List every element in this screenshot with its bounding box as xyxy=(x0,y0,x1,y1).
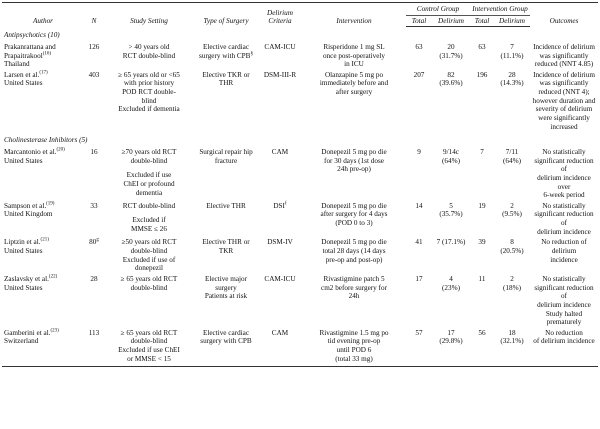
n-value: 126 xyxy=(88,42,100,51)
cell-line: 9/14c xyxy=(443,147,459,156)
cell-line: Incidence of delirium xyxy=(533,42,595,51)
criteria-cell xyxy=(258,274,302,328)
cell-line: blind xyxy=(141,96,157,105)
cell-line: (35.7%) xyxy=(439,210,463,219)
cell-line: (64%) xyxy=(442,156,460,165)
header-row-1 xyxy=(2,3,598,16)
cell-line: prematurely xyxy=(546,318,582,327)
cell-line: Donepezil 5 mg po die xyxy=(321,147,387,156)
col-outcomes: Outcomes xyxy=(530,3,598,27)
intervention-total-cell: 11 xyxy=(478,274,486,283)
cell-line: Donepezil 5 mg po die xyxy=(321,238,387,247)
surgery-line: Elective cardiac xyxy=(202,42,250,51)
cell-line: ≥ 65 years old RCT xyxy=(120,274,178,283)
criteria-cell xyxy=(258,201,302,238)
cell-line: in ICU xyxy=(344,60,364,69)
cell-line: 6-week period xyxy=(543,191,585,200)
cell-line: RCT double-blind xyxy=(122,51,176,60)
control-total-cell: 17 xyxy=(415,274,423,283)
cell-line: tid evening pre-op xyxy=(327,337,381,346)
setting-cell xyxy=(104,237,194,274)
cell-line: immediately before and xyxy=(319,79,389,88)
author-line: United States xyxy=(4,283,43,292)
cell-line: increased xyxy=(550,122,578,131)
control-delirium-cell xyxy=(432,274,470,328)
control-total-cell: 57 xyxy=(406,328,432,367)
section-row xyxy=(2,132,598,147)
cell-line: with prior history xyxy=(123,79,175,88)
setting-cell xyxy=(104,147,194,201)
cell-line: after surgery for 4 days xyxy=(320,210,388,219)
cell-line: No statistically xyxy=(542,274,586,283)
criteria-cell xyxy=(258,42,302,70)
cell-line: once post-operatively xyxy=(322,51,386,60)
setting-cell xyxy=(104,274,194,328)
control-delirium-cell xyxy=(432,328,470,367)
criteria-label-2: Criteria xyxy=(268,17,292,26)
n-cell xyxy=(84,237,104,274)
cell-line: ≥50 years old RCT xyxy=(121,238,177,247)
criteria-value: CAM xyxy=(271,328,289,337)
cell-line: 24h pre-op) xyxy=(337,165,371,174)
intervention-delirium-cell xyxy=(494,147,530,201)
col-control-delirium: Delirium xyxy=(432,15,470,27)
cell-line: Excluded if xyxy=(132,216,166,225)
surgery-cell xyxy=(194,42,258,70)
surgery-line: Surgical repair hip xyxy=(199,147,253,156)
superscript-ref: (23) xyxy=(50,328,59,334)
superscript-ref: (19) xyxy=(46,201,55,207)
criteria-cell xyxy=(258,328,302,367)
section-title: Cholinesterase Inhibitors (5) xyxy=(4,136,88,145)
intervention-cell xyxy=(302,147,406,201)
outcomes-cell xyxy=(530,328,598,367)
control-delirium-cell xyxy=(432,147,470,201)
author-line: Gamberini et al.$^{(23)}$ xyxy=(4,328,59,337)
n-value: 80 xyxy=(89,238,97,247)
criteria-label-1: Delirium xyxy=(267,8,293,17)
outcomes-cell xyxy=(530,201,598,238)
intervention-cell xyxy=(302,237,406,274)
author-line: United States xyxy=(4,247,43,256)
cell-line: dementia xyxy=(135,188,163,197)
cell-line: ≥70 years old RCT xyxy=(121,147,177,156)
surgery-cell xyxy=(194,237,258,274)
col-setting: Study Setting xyxy=(104,3,194,27)
col-intervention-delirium: Delirium xyxy=(494,15,530,27)
author-cell xyxy=(2,42,84,70)
author-cell xyxy=(2,201,84,238)
cell-line: (23%) xyxy=(442,283,460,292)
control-total-cell: 9 xyxy=(417,147,421,156)
surgery-line: Elective THR xyxy=(206,201,246,210)
cell-line: (9.5%) xyxy=(502,210,522,219)
col-criteria xyxy=(258,3,302,27)
cell-line: POD RCT double- xyxy=(122,88,176,97)
surgery-line: surgery with CPB xyxy=(200,337,252,346)
surgery-cell xyxy=(194,201,258,238)
cell-line: 24h xyxy=(348,292,360,301)
outcomes-cell xyxy=(530,237,598,274)
cell-line: RCT double-blind xyxy=(122,201,176,210)
cell-line: 20 xyxy=(447,42,455,51)
cell-line: significant reduction of xyxy=(534,156,594,174)
intervention-delirium-cell xyxy=(494,328,530,367)
surgery-line: Elective THR or xyxy=(202,238,250,247)
surgery-cell xyxy=(194,328,258,367)
cell-line: was significantly xyxy=(539,79,589,88)
cell-line: 18 xyxy=(508,328,516,337)
outcomes-cell xyxy=(530,70,598,132)
intervention-cell xyxy=(302,42,406,70)
intervention-cell xyxy=(302,328,406,367)
criteria-value: DSM-III-R xyxy=(263,70,297,79)
superscript-ref: g xyxy=(96,237,99,243)
table-row xyxy=(2,237,598,274)
cell-line: Rivastigmine patch 5 xyxy=(323,274,385,283)
cell-line: (18%) xyxy=(503,283,521,292)
table-row xyxy=(2,42,598,70)
cell-line: cm2 before surgery for xyxy=(321,283,387,292)
intervention-delirium-cell xyxy=(494,237,530,274)
cell-line: Excluded if use xyxy=(126,171,172,180)
author-line: Prakanrattana and xyxy=(4,42,56,51)
col-control-group: Control Group xyxy=(406,3,470,16)
intervention-cell xyxy=(302,274,406,328)
cell-line: Excluded if use of xyxy=(122,255,176,264)
criteria-value: DSI xyxy=(273,201,285,210)
author-line: Switzerland xyxy=(4,337,39,346)
cell-line: 7 (17.1%) xyxy=(436,238,466,247)
section-row xyxy=(2,27,598,42)
author-line: Liptzin et al.$^{(21)}$ xyxy=(4,237,49,247)
section-title: Antipsychotics (10) xyxy=(4,31,60,40)
cell-line: severity of delirium xyxy=(535,105,593,114)
superscript-ref: (21) xyxy=(40,237,49,243)
setting-cell xyxy=(104,70,194,132)
cell-line: delirium incidence over xyxy=(537,173,591,191)
surgery-cell xyxy=(194,70,258,132)
intervention-delirium-cell xyxy=(494,70,530,132)
intervention-total-cell: 39 xyxy=(478,238,486,247)
cell-line: ≥ 65 years old RCT xyxy=(120,328,178,337)
cell-line: Excluded if dementia xyxy=(118,105,180,114)
cell-line: donepezil xyxy=(135,264,163,273)
n-cell xyxy=(84,147,104,201)
criteria-cell xyxy=(258,237,302,274)
author-cell xyxy=(2,147,84,201)
surgery-line: TKR xyxy=(218,247,234,256)
author-cell xyxy=(2,70,84,132)
table-row xyxy=(2,70,598,132)
cell-line: of delirium incidence xyxy=(533,337,595,346)
author-line: United Kingdom xyxy=(4,210,53,219)
superscript-ref: (22) xyxy=(48,274,58,280)
cell-line: double-blind xyxy=(130,283,168,292)
cell-line: > 40 years old xyxy=(128,42,170,51)
cell-line: or MMSE < 15 xyxy=(127,354,171,363)
outcomes-cell xyxy=(530,274,598,328)
cell-line: reduced (NNT 4); xyxy=(538,88,590,97)
col-n: N xyxy=(84,3,104,27)
setting-cell xyxy=(104,201,194,238)
cell-line: (POD 0 to 3) xyxy=(335,219,373,228)
cell-line: (31.7%) xyxy=(439,51,463,60)
intervention-delirium-cell xyxy=(494,201,530,238)
col-intervention-total: Total xyxy=(470,15,494,27)
cell-line: was significantly xyxy=(539,51,589,60)
cell-line: 8 xyxy=(510,238,514,247)
cell-line: 5 xyxy=(449,201,453,210)
cell-line: 28 xyxy=(508,70,516,79)
table-row xyxy=(2,328,598,367)
col-intervention-group: Intervention Group xyxy=(470,3,530,16)
intervention-total-cell: 56 xyxy=(470,328,494,367)
criteria-cell xyxy=(258,147,302,201)
control-total-cell: 63 xyxy=(415,42,423,51)
cell-line: Rivastigmine 1.5 mg po xyxy=(319,328,389,337)
criteria-cell xyxy=(258,70,302,132)
cell-line: Study halted xyxy=(545,309,583,318)
intervention-delirium-cell xyxy=(494,274,530,328)
cell-line: significant reduction of xyxy=(534,210,594,228)
cell-line: ChEI or profound xyxy=(123,179,175,188)
table-row xyxy=(2,147,598,201)
cell-line: double-blind xyxy=(130,247,168,256)
control-total-cell: 207 xyxy=(413,70,425,79)
outcomes-cell xyxy=(530,42,598,70)
author-cell xyxy=(2,274,84,328)
n-value: 28 xyxy=(90,274,98,283)
cell-line: significant reduction of xyxy=(534,283,594,301)
n-cell xyxy=(84,70,104,132)
n-cell xyxy=(84,42,104,70)
cell-line: Risperidone 1 mg SL xyxy=(323,42,385,51)
surgery-cell xyxy=(194,274,258,328)
cell-line: until POD 6 xyxy=(336,346,372,355)
control-delirium-cell xyxy=(432,70,470,132)
intervention-total-cell: 196 xyxy=(476,70,488,79)
author-line: Larsen et al.$^{(17)}$ xyxy=(4,70,48,79)
surgery-line: surgery with CPB§ xyxy=(199,51,253,60)
surgery-line: fracture xyxy=(214,156,238,165)
intervention-cell xyxy=(302,201,406,238)
n-value: 16 xyxy=(90,147,98,156)
author-line: Zaslavsky et al.$^{(22)}$ xyxy=(4,274,58,283)
table-row xyxy=(2,201,598,238)
cell-line: MMSE ≤ 26 xyxy=(131,225,167,234)
cell-line: pre-op and post-op) xyxy=(325,255,383,264)
intervention-delirium-cell xyxy=(494,42,530,70)
control-total-cell: 14 xyxy=(415,201,423,210)
cell-line: No reduction of delirium xyxy=(541,238,587,256)
intervention-total-cell: 63 xyxy=(478,42,486,51)
cell-line: No reduction xyxy=(545,328,583,337)
cell-line: after surgery xyxy=(335,88,373,97)
cell-line: however duration and xyxy=(532,96,596,105)
cell-line: (64%) xyxy=(503,156,521,165)
superscript-ref: (17) xyxy=(39,70,48,76)
surgery-line: Elective TKR or xyxy=(202,70,250,79)
col-control-total: Total xyxy=(406,15,432,27)
cell-line: No statistically xyxy=(542,201,586,210)
intervention-cell xyxy=(302,70,406,132)
cell-line: double-blind xyxy=(130,337,168,346)
surgery-cell xyxy=(194,147,258,201)
intervention-total-cell: 7 xyxy=(480,147,484,156)
author-line: Sampson et al.$^{(19)}$ xyxy=(4,201,55,210)
cell-line: for 30 days (1st dose xyxy=(324,156,384,165)
n-value: 403 xyxy=(88,70,100,79)
cell-line: 17 xyxy=(447,328,455,337)
n-cell xyxy=(84,328,104,367)
criteria-value: CAM-ICU xyxy=(264,274,296,283)
surgery-line: Elective cardiac xyxy=(202,328,250,337)
cell-line: Olanzapine 5 mg po xyxy=(324,70,384,79)
cell-line: 2 xyxy=(510,201,514,210)
col-surgery: Type of Surgery xyxy=(194,3,258,27)
intervention-total-cell: 19 xyxy=(478,201,486,210)
cell-line: (11.1%) xyxy=(500,51,524,60)
cell-line: 7/11 xyxy=(505,147,519,156)
control-delirium-cell xyxy=(432,201,470,238)
cell-line: (14.3%) xyxy=(500,79,524,88)
outcomes-cell xyxy=(530,147,598,201)
superscript-ref: (16) xyxy=(42,51,52,57)
n-cell xyxy=(84,274,104,328)
cell-line: (29.8%) xyxy=(439,337,463,346)
cell-line: delirium incidence xyxy=(537,300,591,309)
superscript-ref: § xyxy=(250,51,253,57)
cell-line: total 28 days (14 days xyxy=(322,247,386,256)
surgery-line: Elective major xyxy=(204,274,248,283)
cell-line: Excluded if use ChEI xyxy=(118,346,180,355)
n-value: 33 xyxy=(90,201,98,210)
table-body xyxy=(2,27,598,367)
setting-cell xyxy=(104,42,194,70)
n-value: 113 xyxy=(88,328,100,337)
author-line: Prapaitrakool$^{(16)}$ xyxy=(4,51,52,60)
cell-line: 82 xyxy=(447,70,455,79)
cell-line: 7 xyxy=(510,42,514,51)
cell-line: delirium incidence xyxy=(537,227,591,236)
cell-line: double-blind xyxy=(130,156,168,165)
criteria-value: DSM-IV xyxy=(267,238,293,247)
cell-line: 2 xyxy=(510,274,514,283)
cell-line: Incidence of delirium xyxy=(533,70,595,79)
setting-cell xyxy=(104,328,194,367)
author-line: Marcantonio et al.$^{(20)}$ xyxy=(4,147,65,156)
author-line: United States xyxy=(4,156,43,165)
cell-line: were significantly xyxy=(538,114,590,123)
cell-line: (32.1%) xyxy=(500,337,524,346)
author-cell xyxy=(2,237,84,274)
criteria-value: CAM xyxy=(271,147,289,156)
cell-line: No statistically xyxy=(542,147,586,156)
cell-line: incidence xyxy=(550,255,578,264)
surgery-line: surgery xyxy=(215,283,237,292)
surgery-line: Patients at risk xyxy=(204,292,248,301)
surgery-line: THR xyxy=(218,79,234,88)
control-delirium-cell xyxy=(432,42,470,70)
table-row xyxy=(2,274,598,328)
col-author: Author xyxy=(2,3,84,27)
col-intervention: Intervention xyxy=(302,3,406,27)
cell-line: (39.6%) xyxy=(439,79,463,88)
control-delirium-cell xyxy=(432,237,470,274)
cell-line: (20.5%) xyxy=(500,247,524,256)
cell-line: (total 33 mg) xyxy=(335,354,373,363)
author-line: United States xyxy=(4,79,43,88)
cell-line: reduced (NNT 4.85) xyxy=(534,60,594,69)
author-cell xyxy=(2,328,84,367)
cell-line: ≥ 65 years old or <65 xyxy=(118,70,180,79)
author-line: Thailand xyxy=(4,60,30,69)
superscript-ref: (20) xyxy=(56,147,65,153)
cell-line: Donepezil 5 mg po die xyxy=(321,201,387,210)
criteria-value: CAM-ICU xyxy=(264,42,296,51)
evidence-table xyxy=(2,2,598,367)
cell-line: 4 xyxy=(449,274,453,283)
n-cell xyxy=(84,201,104,238)
superscript-ref: f xyxy=(284,201,287,207)
control-total-cell: 41 xyxy=(415,238,423,247)
